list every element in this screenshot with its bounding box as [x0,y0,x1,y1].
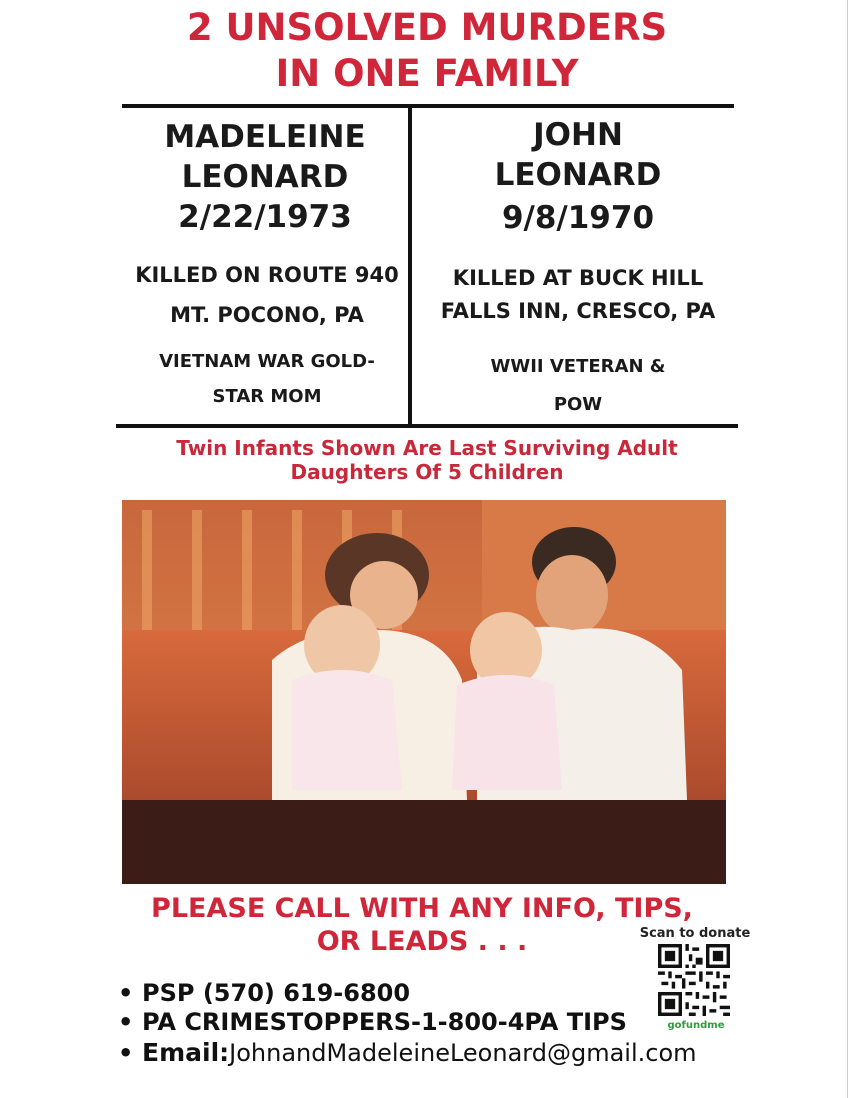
headline-line-2: IN ONE FAMILY [275,52,579,95]
victim-left-note-1: VIETNAM WAR GOLD- [159,351,375,372]
gofundme-logo: gofundme [667,1020,725,1031]
email-address-link[interactable]: JohnandMadeleineLeonard@gmail.com [229,1039,697,1067]
victim-right-date: 9/8/1970 [501,200,655,236]
email-label: Email: [142,1038,230,1067]
victim-left-place-2: MT. POCONO, PA [170,303,364,327]
scan-to-donate-label: Scan to donate [639,926,751,941]
bullet-icon: • [118,1039,134,1067]
contact-email [118,1038,697,1068]
table-top-rule [122,104,734,108]
contact-psp [118,978,410,1008]
victim-left-place-1: KILLED ON ROUTE 940 [135,263,399,287]
qr-code-icon[interactable] [658,944,730,1016]
subtitle-line-1: Twin Infants Shown Are Last Surviving Adult [176,436,678,460]
victim-right-name-2: LEONARD [494,157,662,193]
call-to-action-line-2: OR LEADS . . . [316,926,528,957]
victim-left-name-2: LEONARD [181,159,349,195]
victim-left-date: 2/22/1973 [178,199,352,235]
victim-right-note-1: WWII VETERAN & [490,356,666,377]
bullet-icon: • [118,979,134,1007]
subtitle-line-2: Daughters Of 5 Children [290,460,564,484]
table-bottom-rule [116,424,738,428]
contact-crimestoppers [118,1007,627,1037]
headline-line-1: 2 UNSOLVED MURDERS [186,6,668,49]
victim-left-note-2: STAR MOM [212,386,322,407]
family-photo-illustration [122,500,726,884]
call-to-action-line-1: PLEASE CALL WITH ANY INFO, TIPS, [151,893,693,924]
family-photo [122,500,726,884]
victim-right-note-2: POW [553,394,603,415]
victim-right-place-2: FALLS INN, CRESCO, PA [440,299,716,323]
victim-right-place-1: KILLED AT BUCK HILL [452,266,704,290]
contact-psp-text: PSP (570) 619-6800 [142,979,411,1007]
victim-left-name-1: MADELEINE [164,119,366,155]
bullet-icon: • [118,1008,134,1036]
contact-crimestoppers-text: PA CRIMESTOPPERS-1-800-4PA TIPS [142,1008,627,1036]
victim-right-name-1: JOHN [533,117,623,153]
